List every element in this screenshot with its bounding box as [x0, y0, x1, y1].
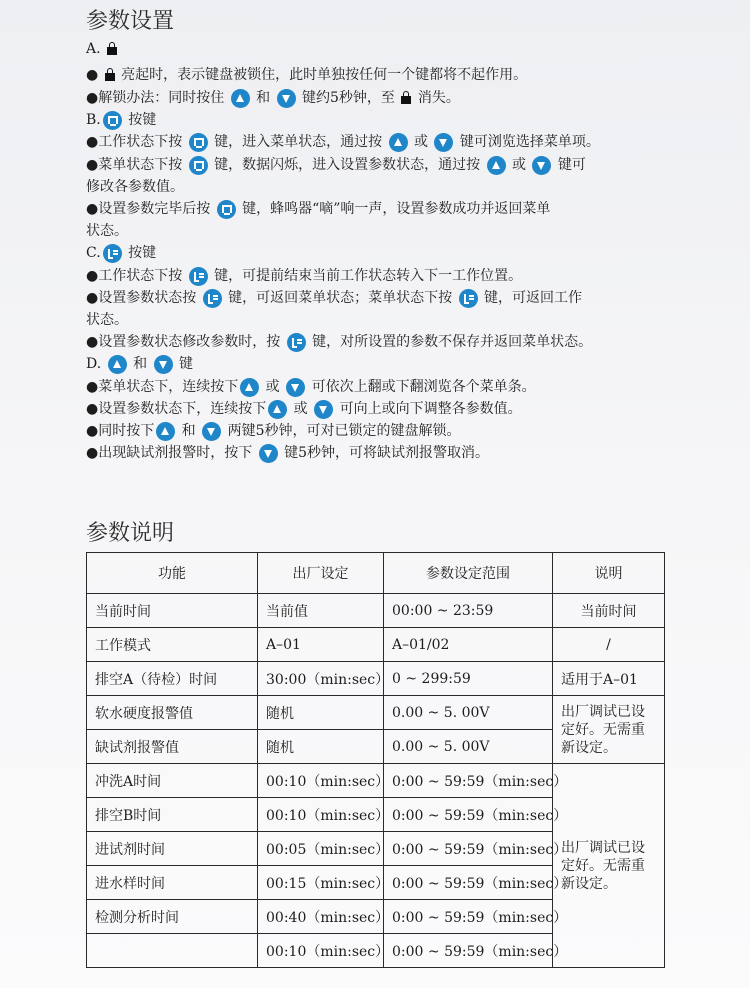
instruction-text: ●工作状态下按 [86, 134, 187, 150]
settings-heading: 参数设置 [86, 9, 175, 34]
cell-function: 检测分析时间 [87, 900, 258, 934]
down-arrow-icon [259, 444, 278, 463]
cell-default: 00:10（min:sec） [258, 934, 384, 968]
instruction-text: 和 [177, 423, 201, 439]
instruction-text: 可向上或向下调整各参数值。 [335, 401, 522, 417]
up-arrow-icon [487, 156, 506, 175]
cell-default: 00:10（min:sec） [258, 798, 384, 832]
cell-note: 适用于A–01 [553, 662, 665, 696]
return-key-icon [287, 333, 306, 352]
cell-range: 00:00 ~ 23:59 [384, 594, 553, 628]
instruction-text: ●解锁办法：同时按住 [86, 90, 229, 106]
cell-range: 0:00 ~ 59:59（min:sec） [384, 798, 553, 832]
down-arrow-icon [277, 89, 296, 108]
instruction-line [86, 265, 522, 287]
cell-function: 冲洗A时间 [87, 764, 258, 798]
table-header-row [87, 553, 665, 594]
down-arrow-icon [532, 156, 551, 175]
table-row [87, 628, 665, 662]
lock-icon [107, 42, 117, 54]
instruction-text: 键5秒钟，可将缺试剂报警取消。 [279, 445, 490, 461]
instruction-text: B. [86, 112, 101, 128]
instruction-text: 键，进入菜单状态，通过按 [209, 134, 387, 150]
cell-default: 当前值 [258, 594, 384, 628]
menu-key-icon [189, 133, 208, 152]
parameter-table [86, 552, 665, 968]
instruction-text: 按键 [123, 245, 157, 261]
instruction-text: ●设置参数状态按 [86, 290, 201, 306]
instruction-text: 键，对所设置的参数不保存并返回菜单状态。 [307, 334, 593, 350]
cell-note-merged: 出厂调试已设定好。无需重新设定。 [553, 696, 665, 764]
instruction-line [86, 331, 592, 353]
cell-function: 进水样时间 [87, 866, 258, 900]
down-arrow-icon [202, 422, 221, 441]
instruction-line [86, 131, 600, 153]
instruction-line [86, 242, 156, 264]
cell-function: 软水硬度报警值 [87, 696, 258, 730]
up-arrow-icon [389, 133, 408, 152]
instruction-text: 键，数据闪烁，进入设置参数状态，通过按 [209, 157, 485, 173]
cell-note: / [553, 628, 665, 662]
header-function: 功能 [87, 553, 258, 594]
instruction-text: 状态。 [86, 312, 128, 328]
cell-default: 随机 [258, 696, 384, 730]
cell-range: 0:00 ~ 59:59（min:sec） [384, 934, 553, 968]
instruction-line [86, 220, 128, 242]
instruction-line [86, 109, 156, 131]
instruction-text: ● [86, 67, 103, 83]
instruction-text: 键，可提前结束当前工作状态转入下一工作位置。 [209, 268, 523, 284]
cell-default: 00:05（min:sec） [258, 832, 384, 866]
cell-range: 0:00 ~ 59:59（min:sec） [384, 764, 553, 798]
cell-function [87, 934, 258, 968]
menu-key-icon [189, 156, 208, 175]
cell-default: 00:15（min:sec） [258, 866, 384, 900]
up-arrow-icon [231, 89, 250, 108]
table-row [87, 662, 665, 696]
instruction-text: 按键 [123, 112, 157, 128]
down-arrow-icon [434, 133, 453, 152]
instruction-text: 修改各参数值。 [86, 179, 184, 195]
instruction-text: ●出现缺试剂报警时，按下 [86, 445, 257, 461]
instruction-line [86, 442, 489, 464]
cell-note-merged: 出厂调试已设定好。无需重新设定。 [553, 764, 665, 968]
up-arrow-icon [268, 400, 287, 419]
instruction-line [86, 154, 586, 176]
cell-default: 30:00（min:sec） [258, 662, 384, 696]
instruction-text: 和 [251, 90, 275, 106]
cell-range: A–01/02 [384, 628, 553, 662]
instruction-text: 可依次上翻或下翻浏览各个菜单条。 [307, 379, 536, 395]
down-arrow-icon [314, 400, 333, 419]
instruction-line [86, 309, 128, 331]
instruction-text: 状态。 [86, 223, 128, 239]
return-key-icon [103, 244, 122, 263]
lock-icon [105, 68, 115, 80]
cell-default: 00:10（min:sec） [258, 764, 384, 798]
instruction-text: 两键5秒钟，可对已锁定的键盘解锁。 [223, 423, 461, 439]
instruction-line [86, 64, 527, 86]
instruction-text: 键，可返回菜单状态；菜单状态下按 [223, 290, 457, 306]
down-arrow-icon [154, 355, 173, 374]
description-heading: 参数说明 [86, 521, 175, 546]
header-range: 参数设定范围 [384, 553, 553, 594]
instruction-text: 或 [261, 379, 285, 395]
instruction-text: D. [86, 356, 106, 372]
cell-range: 0:00 ~ 59:59（min:sec） [384, 832, 553, 866]
up-arrow-icon [108, 355, 127, 374]
instruction-text: ●同时按下 [86, 423, 155, 439]
instruction-text: ●工作状态下按 [86, 268, 187, 284]
cell-default: A–01 [258, 628, 384, 662]
cell-note: 当前时间 [553, 594, 665, 628]
cell-default: 00:40（min:sec） [258, 900, 384, 934]
table-row [87, 764, 665, 798]
header-note: 说明 [553, 553, 665, 594]
instruction-line [86, 287, 582, 309]
instruction-text: ●设置参数状态下，连续按下 [86, 401, 267, 417]
instruction-text: 消失。 [413, 90, 460, 106]
cell-function: 排空B时间 [87, 798, 258, 832]
instruction-text: 键可 [553, 157, 586, 173]
cell-function: 缺试剂报警值 [87, 730, 258, 764]
cell-function: 进试剂时间 [87, 832, 258, 866]
instruction-line [86, 376, 536, 398]
cell-range: 0:00 ~ 59:59（min:sec） [384, 866, 553, 900]
instruction-text: 键，蜂鸣器“嘀”响一声，设置参数成功并返回菜单 [237, 201, 551, 217]
instruction-text: 或 [409, 134, 433, 150]
instruction-line [86, 398, 522, 420]
instruction-text: ●设置参数状态修改参数时，按 [86, 334, 285, 350]
instruction-text: 或 [289, 401, 313, 417]
cell-function: 排空A（待检）时间 [87, 662, 258, 696]
return-key-icon [189, 267, 208, 286]
instruction-text: ●菜单状态下按 [86, 157, 187, 173]
cell-function: 工作模式 [87, 628, 258, 662]
cell-range: 0:00 ~ 59:59（min:sec） [384, 900, 553, 934]
cell-range: 0.00 ~ 5. 00V [384, 730, 553, 764]
return-key-icon [459, 289, 478, 308]
instruction-line [86, 353, 193, 375]
instruction-text: 亮起时，表示键盘被锁住，此时单独按任何一个键都将不起作用。 [116, 67, 528, 83]
instruction-text: 键，可返回工作 [479, 290, 583, 306]
instruction-text: 和 [128, 356, 152, 372]
return-key-icon [203, 289, 222, 308]
down-arrow-icon [286, 378, 305, 397]
instruction-text: ●菜单状态下，连续按下 [86, 379, 239, 395]
cell-range: 0 ~ 299:59 [384, 662, 553, 696]
menu-key-icon [217, 200, 236, 219]
instruction-line [86, 38, 119, 60]
lock-icon [401, 91, 411, 103]
instruction-line [86, 420, 460, 442]
table-row [87, 594, 665, 628]
header-default: 出厂设定 [258, 553, 384, 594]
instruction-text: 键 [174, 356, 193, 372]
instruction-line [86, 198, 550, 220]
instruction-line [86, 87, 460, 109]
up-arrow-icon [156, 422, 175, 441]
instruction-text: 或 [507, 157, 531, 173]
cell-default: 随机 [258, 730, 384, 764]
table-row [87, 696, 665, 730]
up-arrow-icon [240, 378, 259, 397]
instruction-text: C. [86, 245, 101, 261]
instruction-text: 键可浏览选择菜单项。 [455, 134, 600, 150]
instruction-text: ●设置参数完毕后按 [86, 201, 215, 217]
instruction-text: A. [86, 41, 106, 57]
instruction-text: 键约5秒钟，至 [297, 90, 400, 106]
cell-function: 当前时间 [87, 594, 258, 628]
cell-range: 0.00 ~ 5. 00V [384, 696, 553, 730]
instruction-line [86, 176, 184, 198]
menu-key-icon [103, 111, 122, 130]
